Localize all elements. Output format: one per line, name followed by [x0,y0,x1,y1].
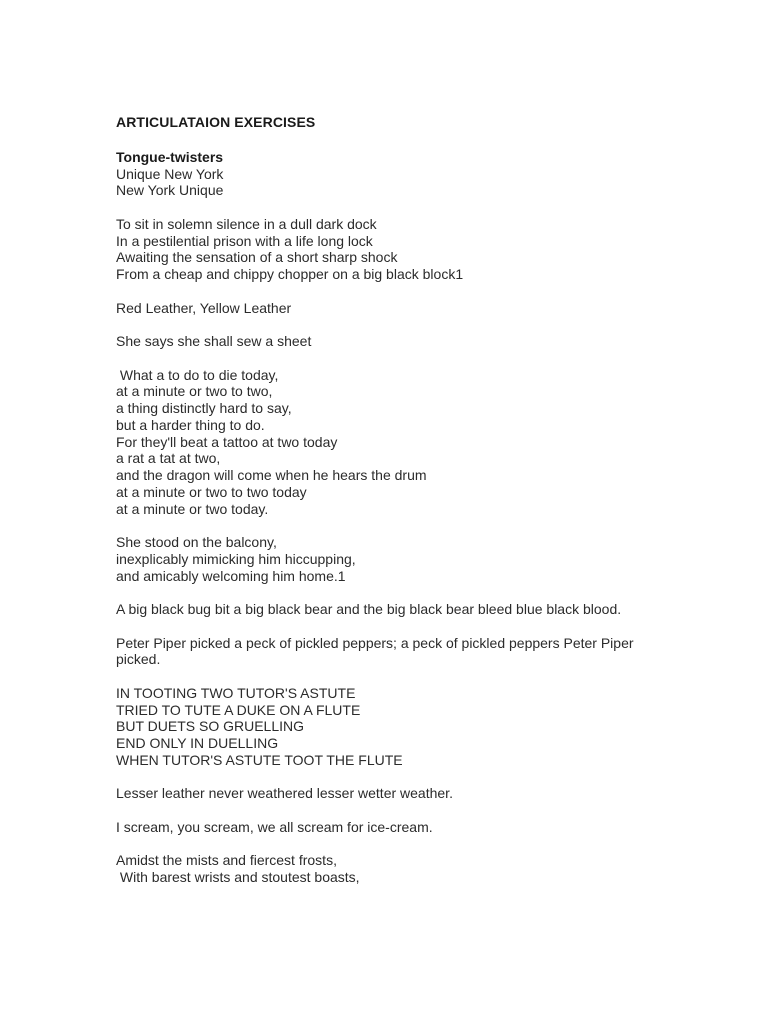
stanza-balcony [116,534,676,584]
document-body [116,114,676,903]
stanza-she-says [116,333,676,350]
section-heading: Tongue-twisters [116,148,224,165]
text-line: and the dragon will come when he hears the drum [116,467,427,483]
text-line: Red Leather, Yellow Leather [116,299,292,316]
text-line: From a cheap and chippy chopper on a big black block1 [116,266,464,282]
text-line: a rat a tat at two, [116,450,221,467]
text-line: a thing distinctly hard to say, [116,400,292,416]
text-line: at a minute or two to two, [116,383,273,400]
text-line: WHEN TUTOR'S ASTUTE TOOT THE FLUTE [116,751,403,768]
stanza-unique-new-york [116,149,676,199]
stanza-solemn-silence [116,216,676,283]
text-line: She stood on the balcony, [116,534,277,550]
stanza-tooting-tutors [116,685,676,769]
text-line: With barest wrists and stoutest boasts, [116,869,360,885]
stanza-red-leather [116,300,676,317]
stanza-die-today [116,367,676,518]
text-line: inexplicably mimicking him hiccupping, [116,550,356,567]
stanza-black-bug [116,601,676,618]
text-line: TRIED TO TUTE A DUKE ON A FLUTE [116,701,361,718]
text-line: at a minute or two today. [116,500,269,517]
text-line: at a minute or two to two today [116,483,307,500]
text-line: END ONLY IN DUELLING [116,735,279,751]
text-line: New York Unique [116,182,224,199]
document-title: ARTICULATAION EXERCISES [116,114,316,130]
text-line: BUT DUETS SO GRUELLING [116,718,305,735]
text-line: In a pestilential prison with a life long lock [116,232,373,249]
text-line: Amidst the mists and fiercest frosts, [116,852,337,869]
text-line: IN TOOTING TWO TUTOR'S ASTUTE [116,684,356,701]
stanza-ice-cream [116,819,676,836]
text-line: To sit in solemn silence in a dull dark dock [116,215,377,232]
text-line: and amicably welcoming him home.1 [116,567,346,584]
text-line: Peter Piper picked a peck of pickled peppers; a peck of pickled peppers Peter Piper picked. [116,634,638,668]
text-line: A big black bug bit a big black bear and the big black bear bleed blue black blood. [116,601,622,617]
stanza-mists-frosts [116,852,676,886]
text-line: What a to do to die today, [116,366,279,383]
text-line: She says she shall sew a sheet [116,333,312,349]
text-line: Awaiting the sensation of a short sharp shock [116,249,398,266]
text-line: For they'll beat a tattoo at two today [116,433,338,450]
text-line: Lesser leather never weathered lesser wetter weather. [116,785,453,802]
stanza-lesser-leather [116,785,676,802]
text-line: but a harder thing to do. [116,416,265,433]
text-line: I scream, you scream, we all scream for ice-cream. [116,818,433,835]
text-line: Unique New York [116,165,224,182]
stanza-peter-piper [116,635,676,669]
